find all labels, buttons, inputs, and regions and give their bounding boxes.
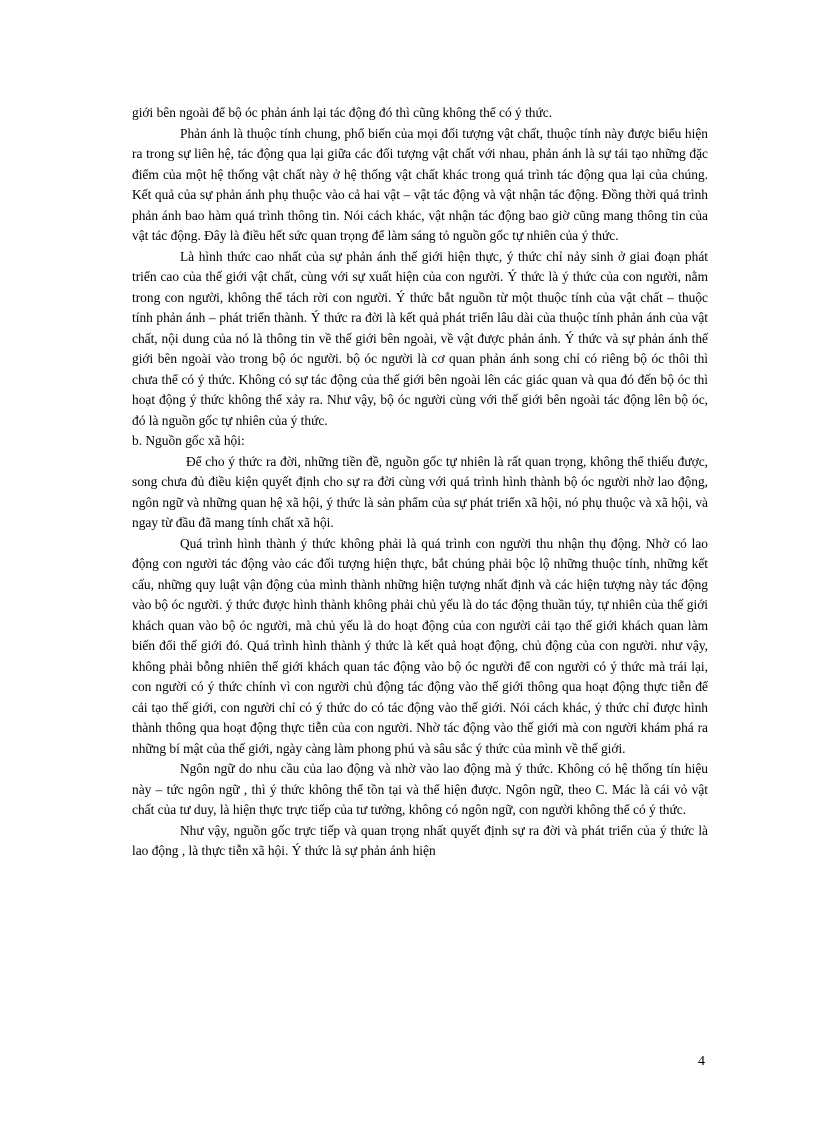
body-text [132, 103, 708, 862]
paragraph: Quá trình hình thành ý thức không phải là quá trình con người thu nhận thụ động. Nhờ có lao động con người tác động vào các đối tượng hiện thực, bắt chúng phải bộc lộ những thuộc tính, những kết cấu, những quy luật vận động của mình thành những hiện tượng nhất định và các hiện tượng này tác động vào bộ óc người. ý thức được hình thành không phải chủ yếu là do tác động thuần túy, tự nhiên của thế giới khách quan vào bộ óc người, mà chủ yếu là do hoạt động của con người cải tạo thế giới khách quan làm biến đổi thế giới đó. Quá trình hình thành ý thức là kết quả hoạt động, chủ động của con người. như vậy, không phải bỗng nhiên thế giới khách quan tác động vào bộ óc người để con người có ý thức mà trái lại, con người có ý thức chính vì con người chủ động tác động vào thế giới thông qua hoạt động thực tiễn để cải tạo thế giới, con người chỉ có ý thức do có tác động vào thế giới. Nói cách khác, ý thức chỉ được hình thành thông qua hoạt động thực tiễn của con người. Nhờ tác động vào thế giới mà con người khám phá ra những bí mật của thế giới, ngày càng làm phong phú và sâu sắc ý thức của mình về thế giới. [132, 535, 708, 756]
paragraph: giới bên ngoài để bộ óc phản ánh lại tác động đó thì cũng không thể có ý thức. [132, 105, 553, 120]
paragraph: Để cho ý thức ra đời, những tiền đề, nguồn gốc tự nhiên là rất quan trọng, không thể thiếu được, song chưa đủ điều kiện quyết định cho sự ra đời cùng với quá trình hình thành bộ óc người nhờ lao động, ngôn ngữ và những quan hệ xã hội, ý thức là sản phẩm của sự phát triển xã hội, nó phụ thuộc và xã hội, và ngay từ đầu đã mang tính chất xã hội. [132, 453, 708, 530]
paragraph: Phản ánh là thuộc tính chung, phổ biến của mọi đối tượng vật chất, thuộc tính này được biểu hiện ra trong sự liên hệ, tác động qua lại giữa các đối tượng vật chất với nhau, phản ánh là sự tái tạo những đặc điểm của một hệ thống vật chất này ở hệ thống vật chất khác trong quá trình tác động qua lại của chúng. Kết quả của sự phản ánh phụ thuộc vào cả hai vật – vật tác động và vật nhận tác động. Đồng thời quá trình phản ánh bao hàm quá trình thông tin. Nói cách khác, vật nhận tác động bao giờ cũng mang thông tin của vật tác động. Đây là điều hết sức quan trọng để làm sáng tỏ nguồn gốc tự nhiên của ý thức. [132, 125, 708, 243]
paragraph: Là hình thức cao nhất của sự phản ánh thế giới hiện thực, ý thức chỉ nảy sinh ở giai đoạn phát triển cao của thế giới vật chất, cùng với sự xuất hiện của con người. Ý thức là ý thức của con người, nằm trong con người, không thể tách rời con người. Ý thức bắt nguồn từ một thuộc tính của vật chất – thuộc tính phản ánh – phát triển thành. Ý thức ra đời là kết quả phát triển lâu dài của thuộc tính phản ánh của vật chất, nội dung của nó là thông tin về thế giới bên ngoài, về vật được phản ánh. Ý thức và sự phản ánh thế giới bên ngoài vào trong bộ óc người. bộ óc người là cơ quan phản ánh song chỉ có riêng bộ óc thôi thì chưa thể có ý thức. Không có sự tác động của thế giới bên ngoài lên các giác quan và qua đó đến bộ óc thì hoạt động ý thức không thể xảy ra. Như vậy, bộ óc người cùng với thế giới bên ngoài tác động lên bộ óc, đó là nguồn gốc tự nhiên của ý thức. [132, 248, 708, 428]
paragraph: Như vậy, nguồn gốc trực tiếp và quan trọng nhất quyết định sự ra đời và phát triển của ý thức là lao động , là thực tiễn xã hội. Ý thức là sự phản ánh hiện [132, 822, 708, 858]
page-number: 4 [698, 1054, 705, 1069]
section-heading: b. Nguồn gốc xã hội: [132, 433, 245, 448]
paragraph: Ngôn ngữ do nhu cầu của lao động và nhờ vào lao động mà ý thức. Không có hệ thống tín hiệu này – tức ngôn ngữ , thì ý thức không thể tồn tại và thể hiện được. Ngôn ngữ, theo C. Mác là cái vỏ vật chất của tư duy, là hiện thực trực tiếp của tư tưởng, không có ngôn ngữ, con người không thể có ý thức. [132, 761, 708, 817]
